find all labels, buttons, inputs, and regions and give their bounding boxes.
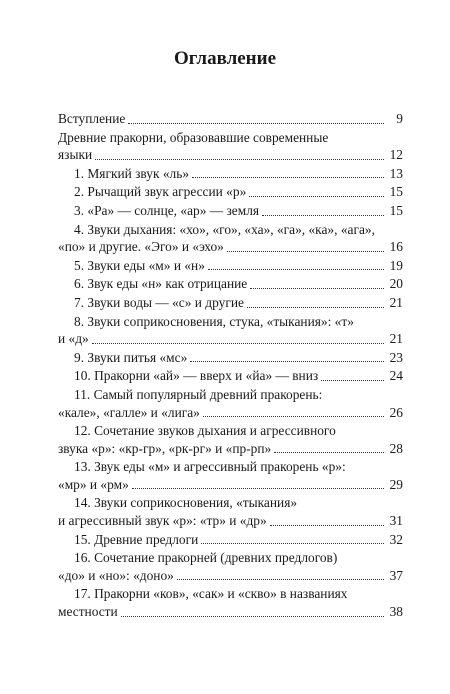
toc-entry [58, 422, 403, 457]
page-number: 13 [389, 165, 403, 181]
toc-entry-text: 5. Звуки еды «м» и «н» [74, 257, 205, 273]
dot-leader [177, 579, 384, 580]
toc-entry-last-line [58, 238, 403, 256]
toc-entry-text: Древние пракорни, образовавшие современные [58, 129, 329, 145]
page-number: 31 [389, 513, 403, 529]
toc-entry-text: «по» и другие. «Эго» и «эхо» [58, 239, 224, 255]
dot-leader [227, 251, 384, 252]
toc-entry-text: 1. Мягкий звук «ль» [74, 165, 190, 181]
page-number: 37 [389, 567, 403, 583]
page-number: 24 [389, 368, 403, 384]
toc-entry-line [58, 549, 403, 567]
toc-entry-text: 10. Пракорни «ай» — вверх и «йа» — вниз [74, 368, 319, 384]
page-number: 12 [389, 147, 403, 163]
page-number: 9 [396, 111, 403, 126]
toc-entry [58, 221, 403, 256]
toc-entry [58, 165, 403, 183]
toc-entry-last-line [58, 367, 403, 385]
toc-entry-text: местности [58, 604, 118, 620]
toc-entry-text: 16. Сочетание пракорней (древних предлогов) [74, 550, 338, 566]
dot-leader [250, 288, 384, 289]
toc-entry-last-line [58, 257, 403, 275]
toc-entry-text: 17. Пракорни «ков», «сак» и «скво» в названиях [74, 586, 348, 602]
toc-entry-line [58, 422, 403, 440]
dot-leader [92, 343, 384, 344]
toc-entry-line [58, 221, 403, 239]
toc-entry-last-line [58, 512, 403, 530]
toc-entry [58, 183, 403, 201]
dot-leader [262, 215, 384, 216]
toc-entry-line [58, 129, 403, 147]
page-number: 29 [389, 476, 403, 492]
page-number: 19 [389, 257, 403, 273]
toc-entry-text: 4. Звуки дыхания: «хо», «го», «ха», «га», «ка», «ага», [74, 221, 375, 237]
toc-entry-last-line [58, 275, 403, 293]
toc-entry [58, 549, 403, 584]
toc-entry-last-line [58, 146, 403, 164]
toc-entry-line [58, 585, 403, 603]
toc-entry-last-line [58, 440, 403, 458]
page-title: Оглавление [173, 48, 277, 69]
table-of-contents [58, 110, 403, 622]
toc-entry-text: 12. Сочетание звуков дыхания и агрессивного [74, 423, 336, 439]
page-number: 23 [389, 349, 403, 365]
dot-leader [274, 452, 384, 453]
toc-entry-last-line [58, 183, 403, 201]
page-number: 15 [389, 202, 403, 218]
toc-entry-text: 15. Древние предлоги [74, 531, 199, 547]
dot-leader [249, 196, 384, 197]
dot-leader [270, 525, 384, 526]
toc-entry-text: «мр» и «рм» [58, 476, 129, 492]
toc-entry-last-line [58, 349, 403, 367]
toc-entry-text: 2. Рычащий звук агрессии «р» [74, 184, 247, 200]
page-number: 26 [389, 404, 403, 420]
dot-leader [95, 159, 384, 160]
toc-entry [58, 386, 403, 421]
toc-entry-text: 8. Звуки соприкосновения, стука, «тыкания»: «т» [74, 313, 354, 329]
dot-leader [192, 177, 384, 178]
dot-leader [321, 380, 384, 381]
toc-entry [58, 275, 403, 293]
toc-entry-line [58, 458, 403, 476]
toc-entry-text: 13. Звук еды «м» и агрессивный пракорень «р»: [74, 459, 346, 475]
page-number: 32 [389, 531, 403, 547]
page-number: 20 [389, 276, 403, 292]
toc-entry-last-line [58, 294, 403, 312]
toc-entry-line [58, 386, 403, 404]
toc-entry-text: 3. «Ра» — солнце, «ар» — земля [74, 202, 260, 218]
toc-entry-text: языки [58, 147, 93, 163]
dot-leader [132, 488, 384, 489]
page-number: 28 [389, 440, 403, 456]
toc-entry-last-line [58, 567, 403, 585]
toc-entry-text: 11. Самый популярный древний пракорень: [74, 386, 323, 402]
dot-leader [208, 269, 384, 270]
toc-entry-text: 7. Звуки воды — «с» и другие [74, 294, 244, 310]
toc-entry-text: «кале», «галле» и «лига» [58, 404, 200, 420]
page-number: 15 [389, 184, 403, 200]
page-number: 38 [389, 604, 403, 620]
toc-entry-last-line [58, 603, 403, 621]
toc-entry-line [58, 313, 403, 331]
toc-entry [58, 585, 403, 620]
toc-entry-text: 9. Звуки питья «мс» [74, 349, 188, 365]
toc-entry-last-line [58, 110, 403, 128]
toc-entry [58, 294, 403, 312]
toc-entry-last-line [58, 202, 403, 220]
dot-leader [201, 543, 384, 544]
dot-leader [247, 307, 384, 308]
toc-entry [58, 494, 403, 529]
dot-leader [128, 123, 384, 124]
dot-leader [121, 616, 384, 617]
toc-entry [58, 202, 403, 220]
toc-entry [58, 257, 403, 275]
toc-entry [58, 129, 403, 164]
toc-entry-last-line [58, 165, 403, 183]
toc-entry-text: 14. Звуки соприкосновения, «тыкания» [74, 495, 298, 511]
toc-entry [58, 458, 403, 493]
toc-entry-line [58, 494, 403, 512]
page-number: 21 [389, 294, 403, 310]
toc-entry [58, 110, 403, 128]
toc-entry-text: «до» и «но»: «доно» [58, 567, 174, 583]
toc-entry-text: звука «р»: «кр-гр», «рк-рг» и «пр-рп» [58, 440, 272, 456]
toc-entry [58, 531, 403, 549]
toc-entry-text: 6. Звук еды «н» как отрицание [74, 276, 248, 292]
dot-leader [203, 416, 384, 417]
toc-entry-last-line [58, 404, 403, 422]
toc-entry-last-line [58, 476, 403, 494]
toc-entry [58, 349, 403, 367]
toc-entry-text: Вступление [58, 111, 126, 126]
toc-entry-last-line [58, 531, 403, 549]
toc-entry [58, 367, 403, 385]
page-number: 21 [389, 331, 403, 347]
toc-entry-last-line [58, 330, 403, 348]
dot-leader [190, 361, 384, 362]
toc-entry-text: и «д» [58, 331, 89, 347]
toc-entry [58, 313, 403, 348]
toc-entry-text: и агрессивный звук «р»: «тр» и «др» [58, 513, 267, 529]
page-number: 16 [389, 239, 403, 255]
